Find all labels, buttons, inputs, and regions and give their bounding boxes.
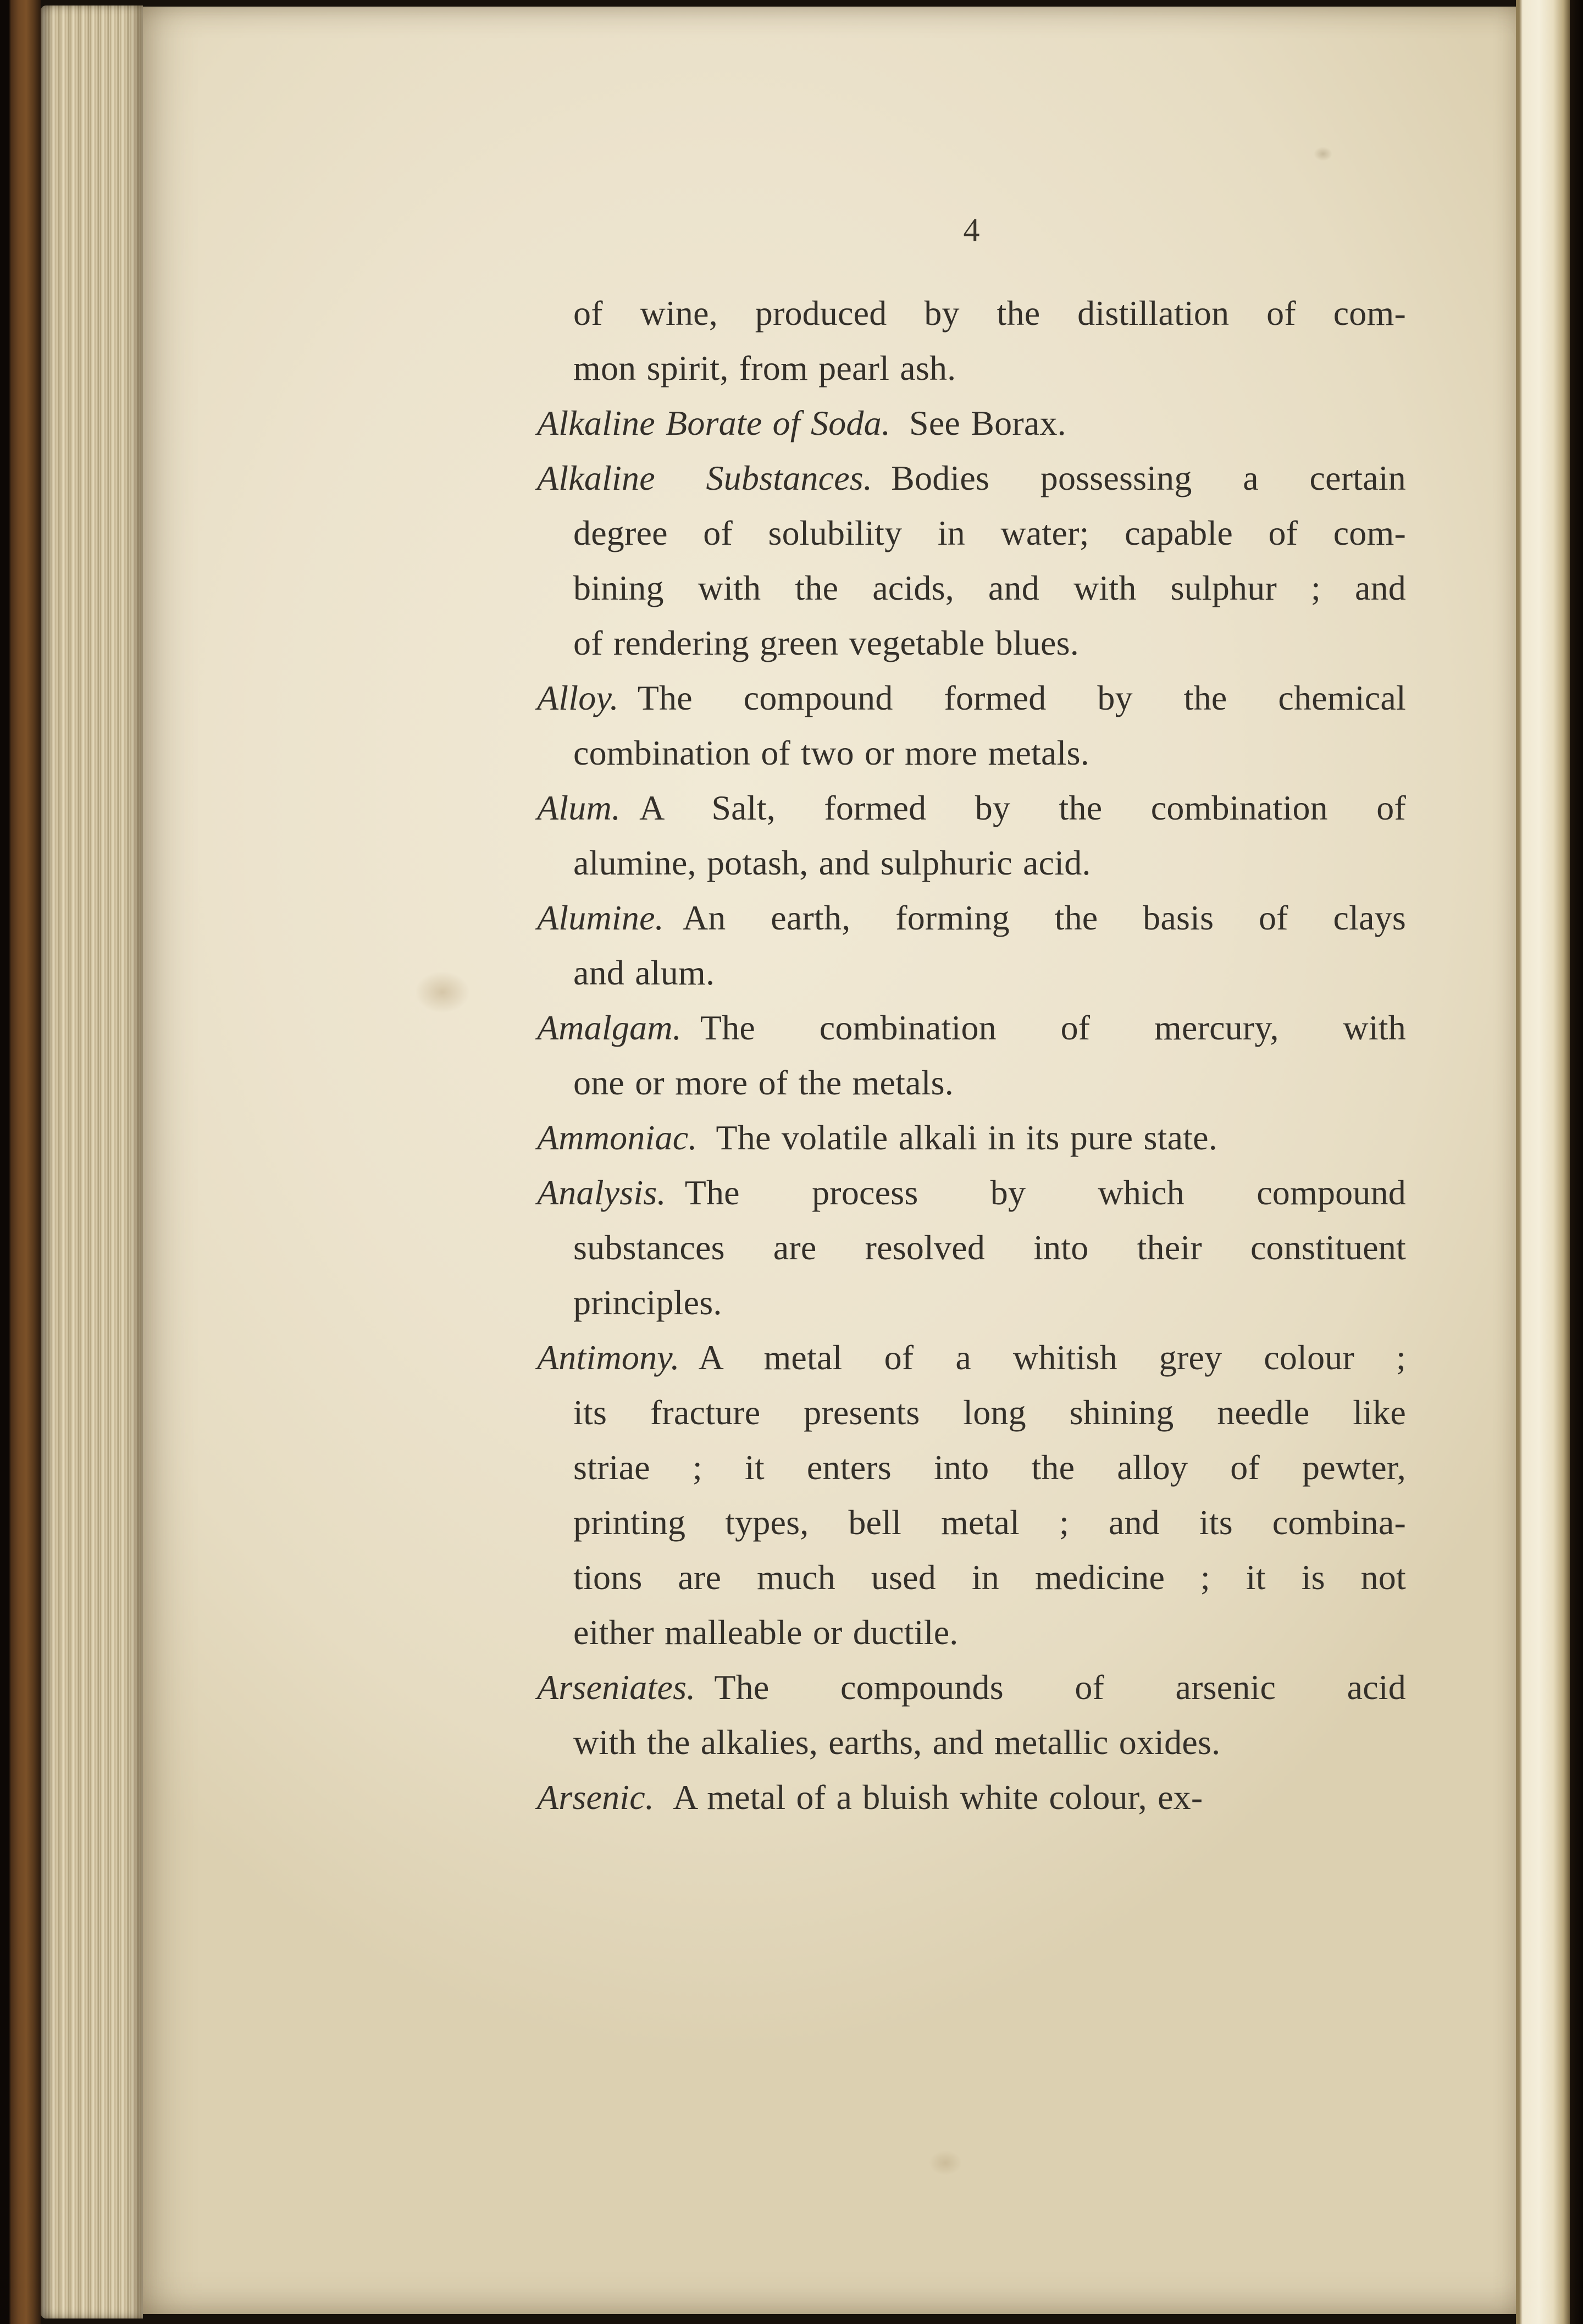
text-line: of wine, produced by the distillation of com-: [573, 294, 1406, 333]
glossary-entry: [537, 1660, 1406, 1770]
glossary-entry: [537, 781, 1406, 890]
glossary-entry: [537, 1110, 1406, 1165]
text-line: [537, 890, 1406, 945]
glossary-entry: [537, 1770, 1406, 1825]
text-line: striae ; it enters into the alloy of pewter,: [573, 1448, 1406, 1487]
glossary-entries: [537, 396, 1406, 1825]
glossary-entry: [537, 890, 1406, 1000]
entry-definition: Bodies possessing a certain: [891, 458, 1407, 497]
entry-definition: A metal of a whitish grey colour ;: [698, 1338, 1406, 1377]
text-line: one or more of the metals.: [573, 1063, 954, 1102]
paper-stain: [1314, 147, 1332, 161]
entry-definition: The volatile alkali in its pure state.: [716, 1118, 1217, 1157]
text-line: [537, 1660, 1406, 1715]
next-page-edge: [1516, 0, 1570, 2324]
glossary-entry: [537, 1000, 1406, 1110]
text-line: [537, 1770, 1406, 1825]
entry-term: Alkaline Substances.: [537, 458, 873, 497]
entry-term: Alkaline Borate of Soda.: [537, 403, 891, 442]
text-line: [537, 451, 1406, 506]
entry-definition: The compound formed by the chemical: [637, 678, 1406, 717]
entry-definition: See Borax.: [909, 403, 1066, 442]
entry-term: Ammoniac.: [537, 1118, 698, 1157]
glossary-entry: [537, 1330, 1406, 1660]
page-edges-stack: [41, 5, 143, 2319]
entry-term: Alumine.: [537, 898, 664, 937]
entry-definition: The combination of mercury, with: [700, 1008, 1406, 1047]
text-line: [537, 396, 1406, 451]
entry-term: Arsenic.: [537, 1778, 655, 1817]
text-line: principles.: [573, 1283, 722, 1322]
paper-stain: [929, 2150, 962, 2176]
entry-term: Alum.: [537, 788, 621, 827]
entry-term: Antimony.: [537, 1338, 680, 1377]
entry-definition: An earth, forming the basis of clays: [682, 898, 1406, 937]
entry-definition: The process by which compound: [684, 1173, 1406, 1212]
text-line: [537, 1110, 1406, 1165]
text-line: mon spirit, from pearl ash.: [573, 348, 956, 388]
book-cover-left: [0, 0, 41, 2324]
entry-definition: The compounds of arsenic acid: [714, 1668, 1406, 1707]
entry-definition: A metal of a bluish white colour, ex-: [673, 1778, 1203, 1817]
text-line: of rendering green vegetable blues.: [573, 623, 1079, 662]
page-number: 4: [963, 212, 980, 248]
text-line: degree of solubility in water; capable of com-: [573, 513, 1406, 552]
text-line: substances are resolved into their constituent: [573, 1228, 1406, 1267]
book-page: [143, 7, 1516, 2314]
text-line: bining with the acids, and with sulphur ; and: [573, 568, 1406, 607]
text-line: either malleable or ductile.: [573, 1613, 959, 1652]
paper-stain: [415, 971, 470, 1013]
text-line: [537, 781, 1406, 835]
glossary-entry: [537, 671, 1406, 781]
entry-term: Analysis.: [537, 1173, 666, 1212]
text-line: alumine, potash, and sulphuric acid.: [573, 843, 1091, 882]
entry-term: Alloy.: [537, 678, 619, 717]
text-line: [537, 1330, 1406, 1385]
text-line: combination of two or more metals.: [573, 733, 1089, 772]
text-block: [537, 286, 1406, 1825]
entry-term: Amalgam.: [537, 1008, 682, 1047]
text-line: [537, 671, 1406, 726]
text-line: [537, 1165, 1406, 1220]
text-line: [537, 1000, 1406, 1055]
glossary-entry: [537, 451, 1406, 671]
glossary-entry: [537, 396, 1406, 451]
text-line: printing types, bell metal ; and its combina-: [573, 1503, 1406, 1542]
book-cover-right: [1570, 0, 1583, 2324]
glossary-entry: [537, 1165, 1406, 1330]
text-line: tions are much used in medicine ; it is not: [573, 1558, 1406, 1597]
text-line: and alum.: [573, 953, 715, 992]
entry-term: Arseniates.: [537, 1668, 696, 1707]
text-line: its fracture presents long shining needle like: [573, 1393, 1406, 1432]
entry-definition: A Salt, formed by the combination of: [639, 788, 1406, 827]
continuation-paragraph: [537, 286, 1406, 396]
text-line: with the alkalies, earths, and metallic oxides.: [573, 1723, 1221, 1762]
